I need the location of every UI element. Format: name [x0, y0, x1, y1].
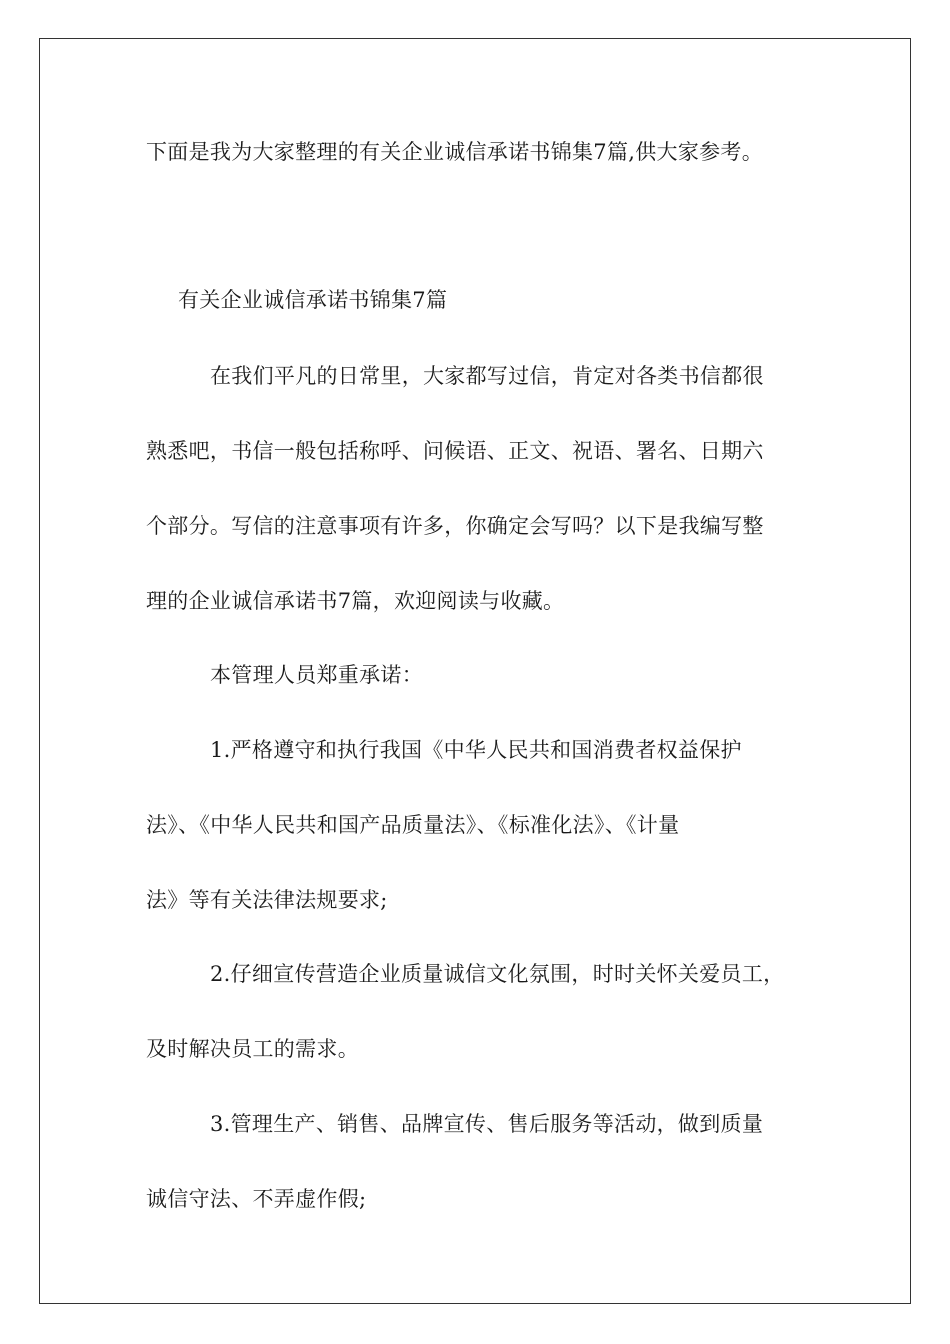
body-line: 熟悉吧，书信一般包括称呼、问候语、正文、祝语、署名、日期六	[146, 439, 764, 463]
body-line: 理的企业诚信承诺书7篇，欢迎阅读与收藏。	[146, 589, 565, 613]
commitment-item-3-cont: 诚信守法、不弄虚作假;	[146, 1187, 367, 1211]
commitment-item-1: 1.严格遵守和执行我国《中华人民共和国消费者权益保护	[210, 738, 742, 762]
intro-paragraph: 下面是我为大家整理的有关企业诚信承诺书锦集7篇,供大家参考。	[146, 140, 764, 164]
commitment-item-3: 3.管理生产、销售、品牌宣传、售后服务等活动，做到质量	[210, 1112, 764, 1136]
commitment-item-2: 2.仔细宣传营造企业质量诚信文化氛围，时时关怀关爱员工，	[210, 962, 785, 986]
commitment-heading: 本管理人员郑重承诺：	[210, 663, 423, 687]
document-title: 有关企业诚信承诺书锦集7篇	[178, 288, 448, 312]
body-line: 在我们平凡的日常里，大家都写过信，肯定对各类书信都很	[210, 364, 764, 388]
commitment-item-1-cont: 法》、《中华人民共和国产品质量法》、《标准化法》、《计量	[146, 813, 680, 837]
commitment-item-1-cont: 法》等有关法律法规要求;	[146, 888, 388, 912]
commitment-item-2-cont: 及时解决员工的需求。	[146, 1037, 359, 1061]
body-line: 个部分。写信的注意事项有许多，你确定会写吗？以下是我编写整	[146, 514, 764, 538]
